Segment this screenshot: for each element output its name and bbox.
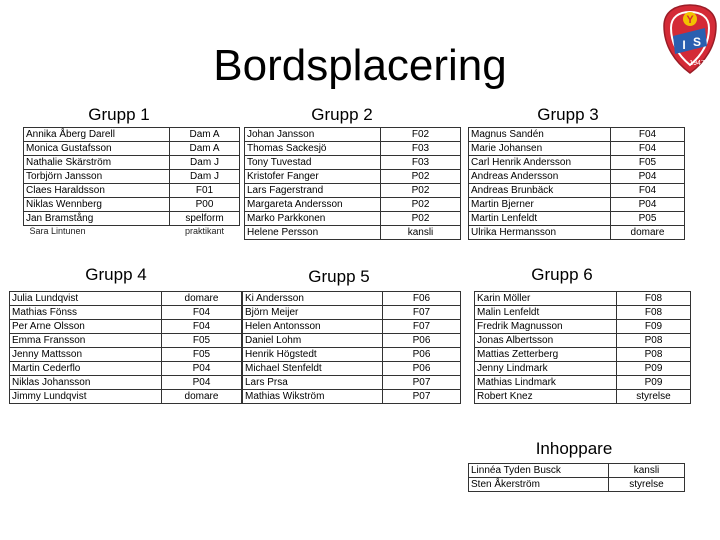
guest-name: Niklas Johansson: [10, 376, 162, 390]
guest-team: styrelse: [609, 478, 685, 492]
guest-name: Torbjörn Jansson: [24, 170, 170, 184]
guest-team: kansli: [381, 226, 461, 240]
table-row: [10, 320, 242, 334]
table-row: [469, 212, 685, 226]
guest-name: Johan Jansson: [245, 128, 381, 142]
guest-team: Dam A: [170, 142, 240, 156]
guest-team: F04: [611, 128, 685, 142]
guest-name: Margareta Andersson: [245, 198, 381, 212]
guest-team: F03: [381, 156, 461, 170]
guest-name: Karin Möller: [475, 292, 617, 306]
group-3-table: [468, 127, 685, 240]
guest-name: Andreas Brunbäck: [469, 184, 611, 198]
guest-team: F08: [617, 292, 691, 306]
table-row: [469, 170, 685, 184]
table-row: [469, 464, 685, 478]
guest-team: P02: [381, 198, 461, 212]
guest-team: P08: [617, 334, 691, 348]
table-row: [469, 128, 685, 142]
guest-name: Andreas Andersson: [469, 170, 611, 184]
club-logo: [661, 2, 719, 76]
table-row: [475, 334, 691, 348]
guest-team: P04: [162, 376, 242, 390]
guest-team: P04: [162, 362, 242, 376]
group-2-table: [244, 127, 461, 240]
guest-team: F08: [617, 306, 691, 320]
guest-name: Linnéa Tyden Busck: [469, 464, 609, 478]
guest-team: P05: [611, 212, 685, 226]
table-row: [245, 212, 461, 226]
table-row: [10, 376, 242, 390]
guest-team: P09: [617, 376, 691, 390]
guest-team: F05: [162, 334, 242, 348]
guest-team: F01: [170, 184, 240, 198]
guest-name: Helene Persson: [245, 226, 381, 240]
guest-name: Martin Cederflo: [10, 362, 162, 376]
guest-name: Emma Fransson: [10, 334, 162, 348]
guest-team: Dam J: [170, 170, 240, 184]
guest-team: F07: [383, 306, 461, 320]
logo-year: 1947: [689, 60, 705, 67]
guest-team: styrelse: [617, 390, 691, 404]
guest-name: Jan Bramstång: [24, 212, 170, 226]
guest-name: Jimmy Lundqvist: [10, 390, 162, 404]
guest-name: Julia Lundqvist: [10, 292, 162, 306]
substitutes-label: Inhoppare: [535, 439, 613, 458]
guest-name: Niklas Wennberg: [24, 198, 170, 212]
table-row: [243, 348, 461, 362]
table-row: [475, 348, 691, 362]
guest-team: F04: [162, 320, 242, 334]
guest-team: F02: [381, 128, 461, 142]
guest-name: Mathias Wikström: [243, 390, 383, 404]
guest-name: Claes Haraldsson: [24, 184, 170, 198]
guest-team: kansli: [609, 464, 685, 478]
group-5-label: Grupp 5: [308, 267, 370, 286]
table-row: [10, 292, 242, 306]
guest-name: Robert Knez: [475, 390, 617, 404]
guest-team: F03: [381, 142, 461, 156]
guest-name: Thomas Sackesjö: [245, 142, 381, 156]
guest-name: Jonas Albertsson: [475, 334, 617, 348]
guest-name: Henrik Högstedt: [243, 348, 383, 362]
guest-team: P02: [381, 212, 461, 226]
logo-letter-i: I: [682, 38, 686, 52]
guest-name: Sara Lintunen: [29, 226, 86, 236]
guest-team: Dam J: [170, 156, 240, 170]
guest-team: F09: [617, 320, 691, 334]
guest-name: Fredrik Magnusson: [475, 320, 617, 334]
table-row: [245, 184, 461, 198]
table-row: [24, 142, 240, 156]
guest-team: F04: [611, 184, 685, 198]
group-1-table: [23, 127, 240, 237]
group-6-label: Grupp 6: [531, 265, 593, 284]
table-row: [475, 376, 691, 390]
guest-team: F04: [162, 306, 242, 320]
guest-team: P02: [381, 184, 461, 198]
table-row: [243, 376, 461, 390]
group-6-table: [474, 291, 691, 404]
guest-team: P08: [617, 348, 691, 362]
group-1-label: Grupp 1: [88, 105, 150, 124]
table-row: [475, 306, 691, 320]
table-row: [475, 362, 691, 376]
guest-name: Jenny Lindmark: [475, 362, 617, 376]
table-row: [243, 320, 461, 334]
table-row: [245, 170, 461, 184]
guest-name: Björn Meijer: [243, 306, 383, 320]
guest-name: Mathias Fönss: [10, 306, 162, 320]
table-row: [10, 306, 242, 320]
table-row: [245, 226, 461, 240]
guest-team: domare: [162, 292, 242, 306]
guest-team: spelform: [170, 212, 240, 226]
table-row: [243, 362, 461, 376]
table-row: [24, 212, 240, 226]
table-row: [469, 478, 685, 492]
guest-team: P04: [611, 198, 685, 212]
guest-team: P06: [383, 334, 461, 348]
table-row: [475, 320, 691, 334]
guest-team: domare: [162, 390, 242, 404]
table-row: [24, 198, 240, 212]
table-row: [243, 334, 461, 348]
table-row: [469, 198, 685, 212]
table-row: [245, 142, 461, 156]
guest-name: Sten Åkerström: [469, 478, 609, 492]
page-title: Bordsplacering: [213, 41, 507, 90]
guest-name: Lars Prsa: [243, 376, 383, 390]
guest-name: Ki Andersson: [243, 292, 383, 306]
group-3-label: Grupp 3: [537, 105, 599, 124]
table-row: [10, 348, 242, 362]
guest-team: F07: [383, 320, 461, 334]
guest-name: Kristofer Fanger: [245, 170, 381, 184]
table-row: [245, 198, 461, 212]
substitutes-table: [468, 463, 685, 492]
table-row: [243, 292, 461, 306]
table-row: [24, 128, 240, 142]
guest-name: Carl Henrik Andersson: [469, 156, 611, 170]
guest-name: Annika Åberg Darell: [24, 128, 170, 142]
guest-team: P06: [383, 348, 461, 362]
guest-name: Helen Antonsson: [243, 320, 383, 334]
guest-team: P07: [383, 390, 461, 404]
group-5-table: [242, 291, 461, 404]
group-4-label: Grupp 4: [85, 265, 147, 284]
group-2-label: Grupp 2: [311, 105, 373, 124]
table-row: [475, 390, 691, 404]
table-row: [24, 156, 240, 170]
guest-name: Per Arne Olsson: [10, 320, 162, 334]
guest-name: Michael Stenfeldt: [243, 362, 383, 376]
logo-letter-y: Y: [686, 14, 694, 26]
logo-letter-s: S: [692, 35, 702, 49]
guest-name: Mattias Zetterberg: [475, 348, 617, 362]
guest-team: P00: [170, 198, 240, 212]
guest-name: Magnus Sandén: [469, 128, 611, 142]
guest-team: F05: [162, 348, 242, 362]
guest-team: domare: [611, 226, 685, 240]
table-row-extra: [24, 226, 240, 238]
guest-name: Malin Lenfeldt: [475, 306, 617, 320]
guest-name: Tony Tuvestad: [245, 156, 381, 170]
table-row: [475, 292, 691, 306]
guest-name: Ulrika Hermansson: [469, 226, 611, 240]
guest-team: P06: [383, 362, 461, 376]
table-row: [245, 128, 461, 142]
table-row: [24, 170, 240, 184]
guest-team: F05: [611, 156, 685, 170]
guest-name: Daniel Lohm: [243, 334, 383, 348]
table-row: [243, 390, 461, 404]
guest-name: Jenny Mattsson: [10, 348, 162, 362]
guest-name: Lars Fagerstrand: [245, 184, 381, 198]
table-row: [469, 142, 685, 156]
table-row: [245, 156, 461, 170]
table-row: [469, 184, 685, 198]
guest-name: Monica Gustafsson: [24, 142, 170, 156]
table-row: [243, 306, 461, 320]
guest-name: Marko Parkkonen: [245, 212, 381, 226]
table-row: [10, 334, 242, 348]
guest-team: P09: [617, 362, 691, 376]
guest-team: praktikant: [184, 226, 225, 236]
table-row: [469, 226, 685, 240]
guest-team: P02: [381, 170, 461, 184]
guest-name: Martin Bjerner: [469, 198, 611, 212]
guest-name: Nathalie Skärström: [24, 156, 170, 170]
guest-name: Mathias Lindmark: [475, 376, 617, 390]
guest-name: Marie Johansen: [469, 142, 611, 156]
guest-team: F06: [383, 292, 461, 306]
group-4-table: [9, 291, 242, 404]
table-row: [10, 362, 242, 376]
guest-team: P07: [383, 376, 461, 390]
guest-team: P04: [611, 170, 685, 184]
guest-name: Martin Lenfeldt: [469, 212, 611, 226]
guest-team: F04: [611, 142, 685, 156]
table-row: [10, 390, 242, 404]
table-row: [469, 156, 685, 170]
guest-team: Dam A: [170, 128, 240, 142]
table-row: [24, 184, 240, 198]
